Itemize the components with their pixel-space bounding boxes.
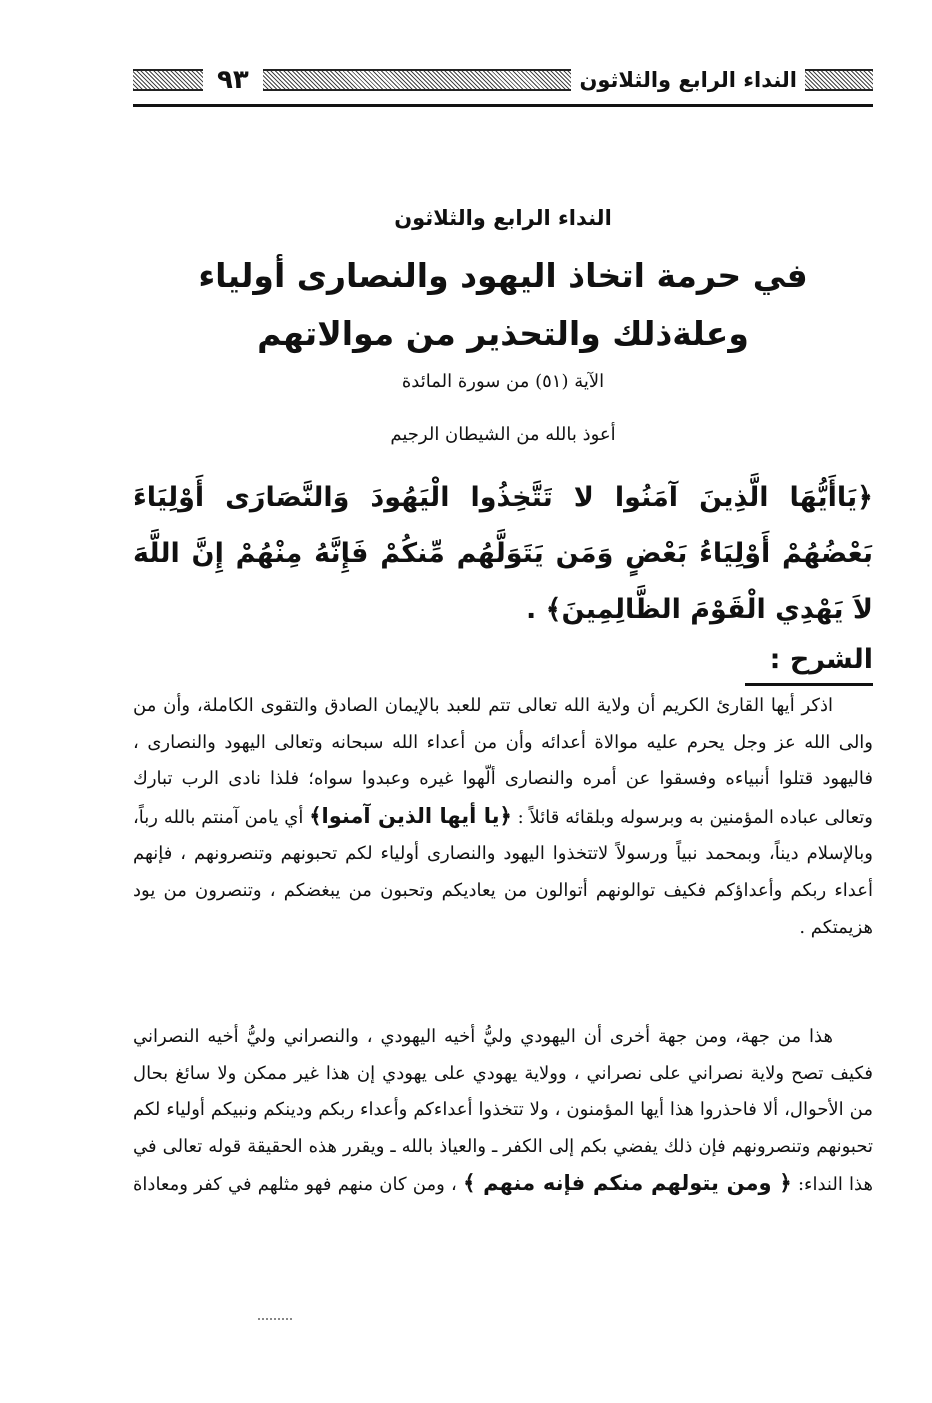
- header-ornament-middle: [263, 69, 572, 91]
- explanation-paragraph-1: [133, 688, 873, 946]
- paragraph-2-text-a: هذا من جهة، ومن جهة أخرى أن اليهودي وليُّ أخيه اليهودي ، والنصراني وليُّ أخيه النصراني فكيف تصح ولاية نصراني على نصراني ، وولاية يهودي على يهودي إن هذا غير ممكن ولا سائغ بحال من الأحوال، ألا فاحذروا هذا أيها المؤمنون ، ولا تتخذوا أعداءكم وأعداء ربكم ودينكم ونبيكم أولياء لكم تحبونهم وتنصرونهم فإن ذلك يفضي بكم إلى الكفر ـ والعياذ بالله ـ ويقرر هذه الحقيقة قوله تعالى في هذا النداء:: [133, 1026, 873, 1196]
- paragraph-1-text-a: اذكر أيها القارئ الكريم أن ولاية الله تعالى تتم للعبد بالإيمان الصادق والتقوى الكاملة، وأن من والى الله عز وجل يحرم عليه موالاة أعدائه وأن من أعداء الله سبحانه وتعالى اليهود والنصارى ، فاليهود قتلوا أنبياءه وفسقوا عن أمره والنصارى ألّهوا غيره وعبدوا سواه؛ فلذا نادى الرب تبارك وتعالى عباده المؤمنين به وبرسوله وبلقائه قائلاً :: [133, 695, 873, 828]
- running-header: [133, 56, 873, 104]
- chapter-kicker: النداء الرابع والثلاثون: [394, 206, 612, 230]
- running-header-title: النداء الرابع والثلاثون: [579, 68, 797, 92]
- taawwudh: أعوذ بالله من الشيطان الرجيم: [390, 424, 616, 445]
- explanation-heading: الشرح :: [769, 644, 873, 675]
- header-rule: [133, 104, 873, 107]
- page-number: ٩٣: [217, 65, 249, 95]
- explanation-paragraph-2: [133, 1019, 873, 1204]
- ayah-reference: الآية (٥١) من سورة المائدة: [401, 371, 605, 392]
- quran-verse: ﴿يَاأَيُّهَا الَّذِينَ آمَنُوا لا تَتَّخِذُوا الْيَهُودَ وَالنَّصَارَى أَوْلِيَاءَ بَعْضُهُمْ أَوْلِيَاءُ بَعْضٍ وَمَن يَتَوَلَّهُم مِّنكُمْ فَإِنَّهُ مِنْهُمْ إِنَّ اللَّهَ لاَ يَهْدِي الْقَوْمَ الظَّالِمِينَ﴾ .: [133, 482, 873, 625]
- paragraph-2-quote: ﴿ ومن يتولهم منكم فإنه منهم ﴾: [463, 1171, 792, 1196]
- header-ornament-right: [805, 69, 873, 91]
- paragraph-1-text-b: أي يامن آمنتم بالله رباً، وبالإسلام ديناً، وبمحمد نبياً ورسولاً لاتتخذوا اليهود والنصارى أولياء لكم تحبونهم وتنصرونهم ، فإنهم أعداء ربكم وأعداؤكم فكيف توالونهم أتوالون من يعاديكم وتحبون من يبغضكم ، وتنصرون من يود هزيمتكم .: [133, 806, 873, 938]
- chapter-title-line-2: وعلةذلك والتحذير من موالاتهم: [257, 314, 749, 353]
- footer-mark: [258, 1318, 292, 1320]
- header-ornament-left: [133, 69, 203, 91]
- explanation-heading-underline: [745, 683, 873, 686]
- paragraph-1-quote: ﴿يا أيها الذين آمنوا﴾: [309, 803, 512, 828]
- chapter-title-line-1: في حرمة اتخاذ اليهود والنصارى أولياء: [198, 256, 808, 295]
- paragraph-2-text-b: ، ومن كان منهم فهو مثلهم في كفر ومعاداة: [133, 1174, 457, 1196]
